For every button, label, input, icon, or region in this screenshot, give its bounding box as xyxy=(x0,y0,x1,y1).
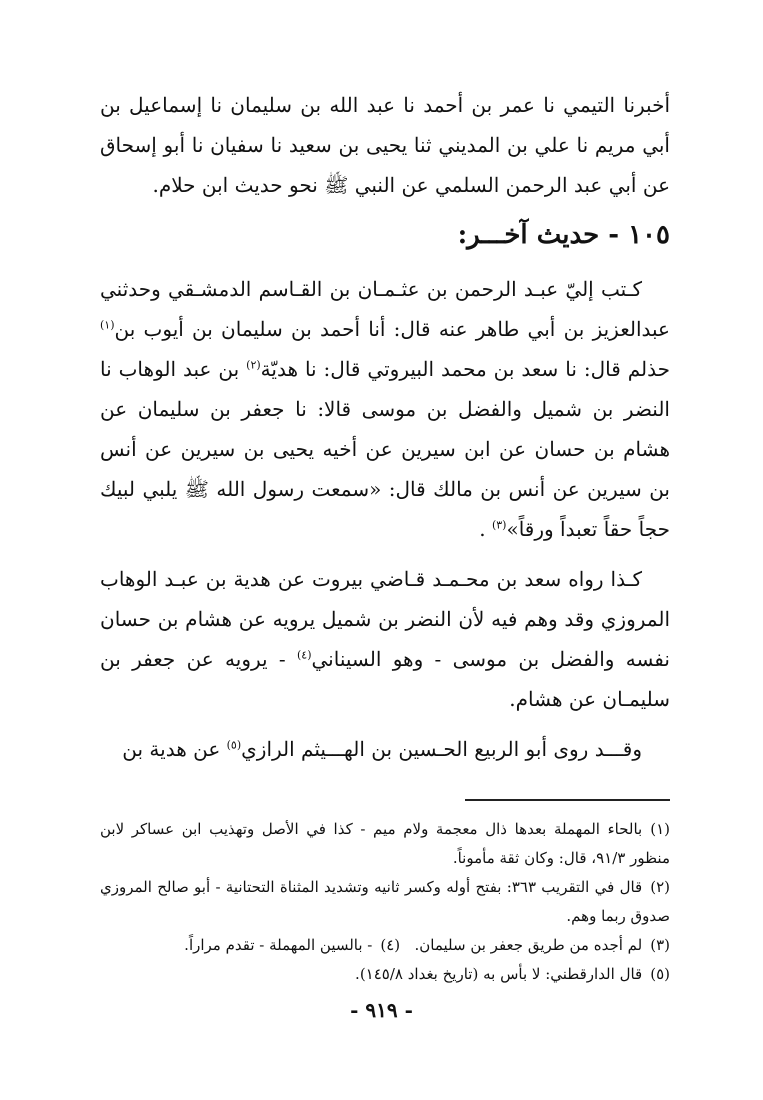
page-number: - ٩١٩ - xyxy=(350,998,413,1022)
footnote-ref-1: (١) xyxy=(100,318,115,332)
footnote-number: (١) xyxy=(650,820,670,838)
footnote-separator xyxy=(465,799,670,801)
footnote-2 xyxy=(100,873,670,931)
paragraph-continuation-part-1: وقـــد روى أبو الربيع الحـسين بن الهـــيثم الرازي xyxy=(241,737,642,761)
paragraph-hadith-105 xyxy=(100,269,670,549)
paragraph-hadith-105-part-4: . xyxy=(479,517,492,541)
paragraph-isnad-1: أخبرنا التيمي نا عمر بن أحمد نا عبد الله بن سليمان نا إسماعيل بن أبي مريم نا علي بن المديني ثنا يحيى بن سعيد نا سفيان نا أبو إسحاق عن أبي عبد الرحمن السلمي عن النبي ﷺ نحو حديث ابن حلام. xyxy=(100,93,670,197)
paragraph-continuation-part-2: عن هدية بن xyxy=(122,737,227,761)
footnote-text: لم أجده من طريق جعفر بن سليمان. xyxy=(414,936,643,954)
footnote-text: قال في التقريب ٣٦٣: بفتح أوله وكسر ثانيه وتشديد المثناة التحتانية - أبو صالح المروزي صدوق ربما وهم. xyxy=(100,878,670,925)
paragraph-hadith-105-part-1: كـتب إليّ عبـد الرحمن بن عثـمـان بن القـاسم الدمشـقي وحدثني عبدالعزيز بن أبي طاهر عنه قال: أنا أحمد بن سليمان بن أيوب بن xyxy=(100,277,670,341)
footnote-ref-3: (٣) xyxy=(491,518,507,532)
footnote-number: (٢) xyxy=(650,878,670,896)
section-heading: ١٠٥ - حديث آخـــر: xyxy=(457,220,670,250)
footnote-ref-4: (٤) xyxy=(296,648,312,662)
paragraph-commentary-part-2: - يرويه عن جعفر بن سليمـان عن هشام. xyxy=(100,647,670,711)
footnote-1 xyxy=(100,815,670,873)
footnote-text: - بالسين المهملة - تقدم مراراً. xyxy=(184,936,373,954)
footnote-text: بالحاء المهملة بعدها ذال معجمة ولام ميم - كذا في الأصل وتهذيب ابن عساكر لابن منظور ٩١/٣، قال: وكان ثقة مأموناً. xyxy=(100,820,670,867)
page-content xyxy=(100,85,670,989)
footnote-ref-2: (٢) xyxy=(246,358,261,372)
paragraph-hadith-105-part-3: بن عبد الوهاب نا النضر بن شميل والفضل بن موسى قالا: نا جعفر بن سليمان عن هشام بن حسان عن ابن سيرين عن أخيه يحيى بن سيرين عن أنس بن سيرين عن أنس بن مالك قال: «سمعت رسول الله ﷺ يلبي لبيك حجاً حقاً تعبداً ورقاً» xyxy=(100,357,670,541)
paragraph-commentary xyxy=(100,559,670,719)
footnote-ref-5: (٥) xyxy=(226,738,242,752)
paragraph-commentary-part-1: كـذا رواه سعد بن محـمـد قـاضي بيروت عن هدية بن عبـد الوهاب المروزي وقد وهم فيه لأن النضر بن شميل يرويه عن هشام بن حسان نفسه والفضل بن موسى - وهو السيناني xyxy=(100,567,670,671)
footnote-5 xyxy=(100,960,670,989)
paragraph-continuation xyxy=(100,729,670,769)
footnote-text: قال الدارقطني: لا بأس به (تاريخ بغداد ١٤٥/٨). xyxy=(355,965,643,983)
footnote-3-4 xyxy=(100,931,670,960)
paragraph-hadith-105-part-2: حذلم قال: نا سعد بن محمد البيروتي قال: نا هديّة xyxy=(260,357,670,381)
footnotes xyxy=(100,815,670,989)
footnote-number: (٣) xyxy=(650,936,670,954)
footnote-number: (٥) xyxy=(650,965,670,983)
footnote-number: (٤) xyxy=(380,936,401,954)
